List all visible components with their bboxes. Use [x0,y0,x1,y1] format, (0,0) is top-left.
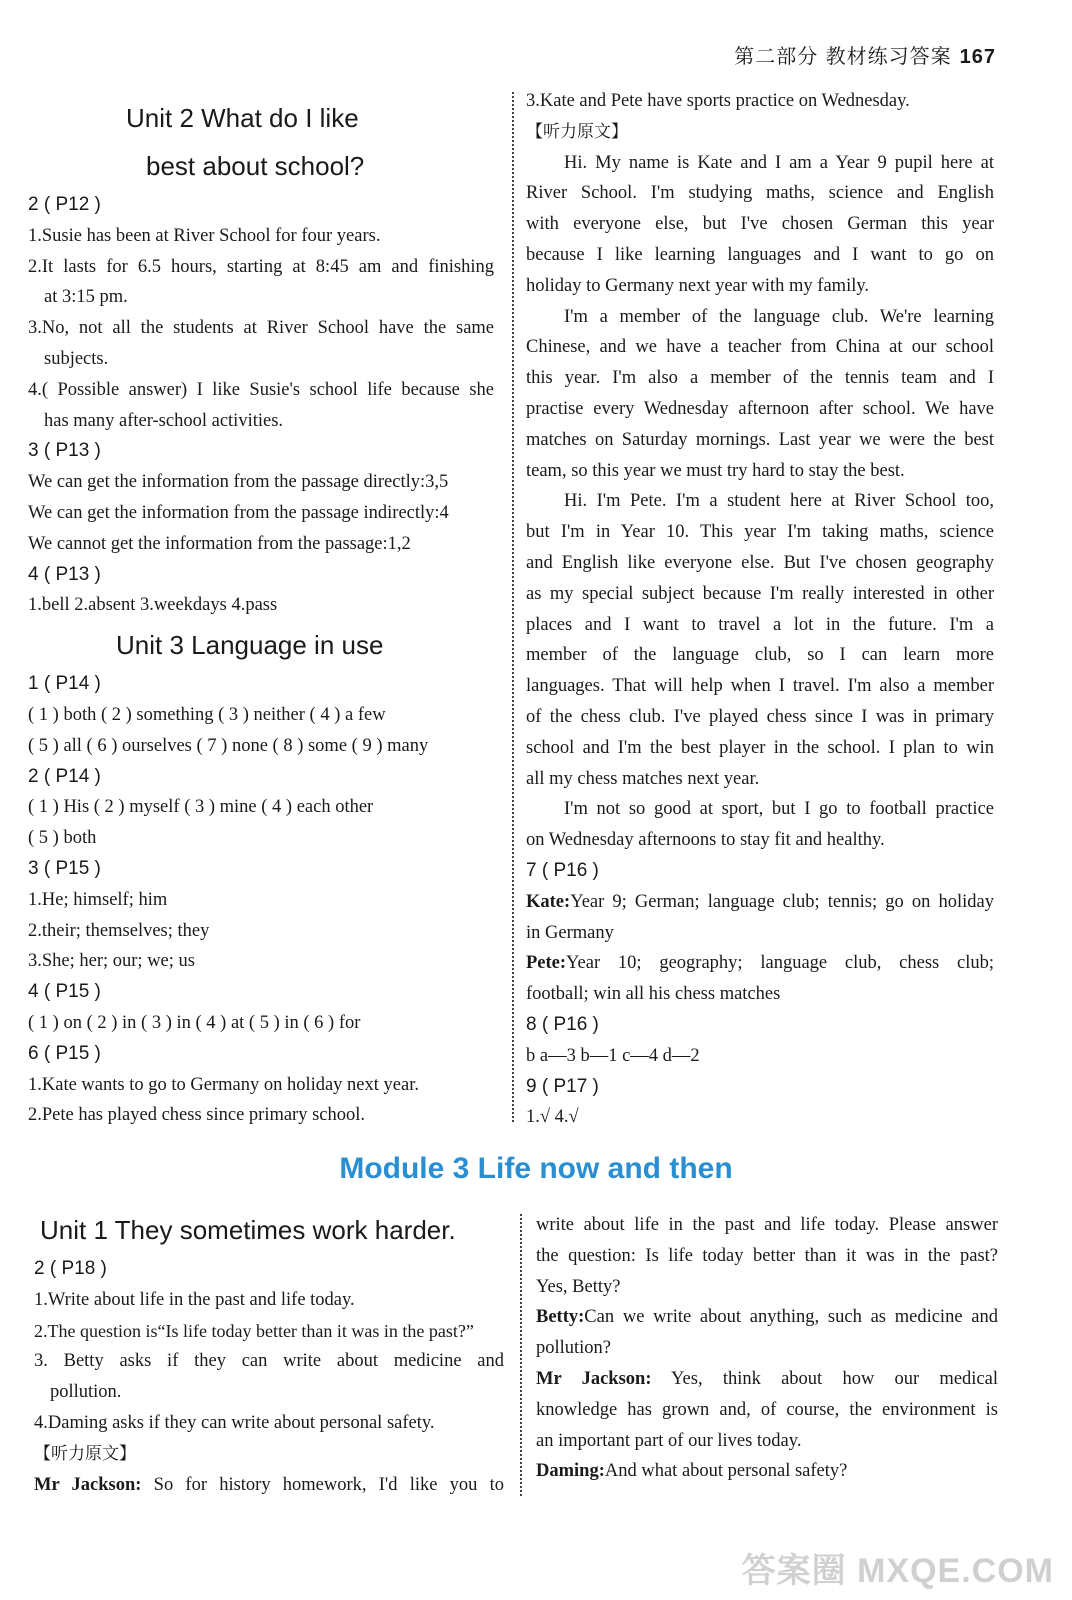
answer-line: in Germany [526,922,614,943]
script-paragraph [526,302,994,487]
script-line: of the chess club. I've played chess since I was in primary [526,706,994,727]
script-line: with everyone else, but I've chosen German this year [526,214,994,235]
right-column-top [526,86,994,1133]
script-line: school and I'm the best player in the school. I plan to win [526,737,994,758]
script-line: practise every Wednesday afternoon after school. We have [526,398,994,419]
answer-line: 1.bell 2.absent 3.weekdays 4.pass [28,595,278,616]
section-label: 6 ( P15 ) [28,1042,101,1064]
script-line: matches on Saturday mornings. Last year we were the best [526,429,994,450]
answer-line: at 3:15 pm. [44,287,128,308]
answer-line: b a—3 b—1 c—4 d—2 [526,1045,700,1066]
unit2-title-line2: best about school? [146,151,365,181]
answer-line: 1.He; himself; him [28,889,168,910]
section-label: 4 ( P13 ) [28,563,101,585]
dialogue-line: an important part of our lives today. [536,1430,802,1451]
answer-line: football; win all his chess matches [526,984,781,1005]
section-label: 9 ( P17 ) [526,1075,599,1097]
answer-line: 3. Betty asks if they can write about medicine and [34,1351,504,1372]
answer-line: 2.The question is“Is life today better than it was in the past?” [34,1320,474,1341]
unit2-title-line1: Unit 2 What do I like [126,103,359,133]
script-line: River School. I'm studying maths, science and English [526,183,994,204]
dialogue-line [536,1456,998,1487]
section-label: 3 ( P13 ) [28,440,101,462]
answer-line: 3.She; her; our; we; us [28,951,195,972]
answer-line: ( 5 ) both [28,828,97,849]
section-label: 2 ( P12 ) [28,194,101,215]
right-column-bottom [536,1210,998,1487]
answer-line: ( 1 ) on ( 2 ) in ( 3 ) in ( 4 ) at ( 5 ) in ( 6 ) for [28,1012,361,1033]
script-line: member of the language club, so I can learn more [526,645,994,666]
speaker-name: Kate: [526,891,571,912]
script-line: on Wednesday afternoons to stay fit and healthy. [526,830,885,851]
header-part-label: 第二部分 教材练习答案 [734,44,952,68]
dialogue-text: So for history homework, I'd like you to [153,1474,505,1495]
script-line: this year. I'm also a member of the tennis team and I [526,368,994,389]
answer-line: We can get the information from the passage directly:3,5 [28,472,449,493]
answer-text: Year 9; German; language club; tennis; go on holiday [570,891,994,912]
script-line: I'm not so good at sport, but I go to football practice [564,799,994,820]
section-label: 2 ( P18 ) [34,1258,107,1279]
answer-line: subjects. [44,348,109,369]
answer-line: ( 1 ) both ( 2 ) something ( 3 ) neither ( 4 ) a few [28,704,386,725]
answer-line: 4.( Possible answer) I like Susie's school life because she [28,379,494,400]
answer-line: We can get the information from the passage indirectly:4 [28,502,449,523]
script-paragraph [526,486,994,794]
answer-line [526,887,994,918]
answer-line: ( 1 ) His ( 2 ) myself ( 3 ) mine ( 4 ) each other [28,797,374,818]
listening-script-label: 【听力原文】 [34,1443,136,1464]
dialogue-line: write about life in the past and life today. Please answer [536,1215,998,1235]
answer-line: 1.Kate wants to go to Germany on holiday next year. [28,1074,419,1095]
script-line: I'm a member of the language club. We're learning [564,306,994,327]
script-line: but I'm in Year 10. This year I'm taking maths, science [526,522,994,543]
column-divider [512,92,514,1122]
script-line: team, so this year we must try hard to stay the best. [526,460,905,481]
script-line: holiday to Germany next year with my family. [526,275,870,296]
dialogue-line: knowledge has grown and, of course, the environment is [536,1399,998,1420]
module-title: Module 3 Life now and then [339,1152,733,1185]
answer-line: has many after-school activities. [44,410,284,431]
speaker-name: Daming: [536,1461,605,1482]
left-column-top [28,94,494,1131]
answer-line: 2.their; themselves; they [28,920,210,941]
page-header [734,40,996,69]
dialogue-line: the question: Is life today better than it was in the past? [536,1245,998,1266]
listening-script-label: 【听力原文】 [526,121,628,142]
script-line: Hi. I'm Pete. I'm a student here at River School too, [564,491,994,512]
dialogue-line [34,1470,504,1501]
script-line: all my chess matches next year. [526,768,760,789]
dialogue-line [536,1364,998,1395]
script-line: and English like everyone else. But I've chosen geography [526,552,994,573]
section-label: 8 ( P16 ) [526,1013,599,1035]
answer-line: pollution. [50,1382,122,1403]
answer-text: Year 10; geography; language club, chess club; [566,953,994,974]
speaker-name: Pete: [526,953,567,974]
script-line: Hi. My name is Kate and I am a Year 9 pupil here at [564,152,994,173]
answer-line: 3.No, not all the students at River School have the same [28,318,494,339]
section-label: 1 ( P14 ) [28,673,101,695]
unit3-title: Unit 3 Language in use [116,630,384,661]
script-line: because I like learning languages and I want to go on [526,244,994,265]
script-line: as my special subject because I'm really interested in other [526,583,994,604]
speaker-name: Mr Jackson: [536,1368,652,1389]
answer-line: 4.Daming asks if they can write about personal safety. [34,1412,435,1433]
script-line: places and I want to travel a lot in the future. I'm a [526,614,994,635]
section-label: 3 ( P15 ) [28,857,101,879]
page-number: 167 [959,46,996,68]
script-line: Chinese, and we have a teacher from China at our school [526,337,994,358]
dialogue-line: pollution? [536,1338,612,1359]
answer-line: 2.Pete has played chess since primary school. [28,1105,366,1126]
dialogue-line: Yes, Betty? [536,1276,621,1297]
section-label: 7 ( P16 ) [526,859,599,881]
script-paragraph [526,148,994,302]
watermark-logo: 答案圈 MXQE.COM [741,1552,1054,1590]
left-column-bottom [34,1206,504,1500]
answer-line: 2.It lasts for 6.5 hours, starting at 8:45 am and finishing [28,256,494,277]
column-divider [520,1214,522,1496]
dialogue-line [536,1302,998,1333]
speaker-name: Betty: [536,1307,585,1328]
dialogue-text: Can we write about anything, such as medicine and [584,1307,998,1328]
dialogue-text: And what about personal safety? [604,1461,848,1482]
section-label: 4 ( P15 ) [28,981,101,1003]
script-line: languages. That will help when I travel. I'm also a member [526,676,994,697]
answer-line: ( 5 ) all ( 6 ) ourselves ( 7 ) none ( 8 ) some ( 9 ) many [28,735,429,756]
section-label: 2 ( P14 ) [28,765,101,787]
answer-line: 1.Write about life in the past and life today. [34,1289,355,1310]
script-paragraph [526,794,994,856]
answer-line: We cannot get the information from the passage:1,2 [28,533,411,554]
unit1-title: Unit 1 They sometimes work harder. [40,1215,456,1245]
answer-line: 1.Susie has been at River School for four years. [28,225,381,246]
answer-line [526,948,994,979]
answer-line: 3.Kate and Pete have sports practice on Wednesday. [526,91,910,111]
answer-line: 1.√ 4.√ [526,1107,579,1128]
dialogue-text: Yes, think about how our medical [671,1368,998,1389]
speaker-name: Mr Jackson: [34,1474,142,1495]
